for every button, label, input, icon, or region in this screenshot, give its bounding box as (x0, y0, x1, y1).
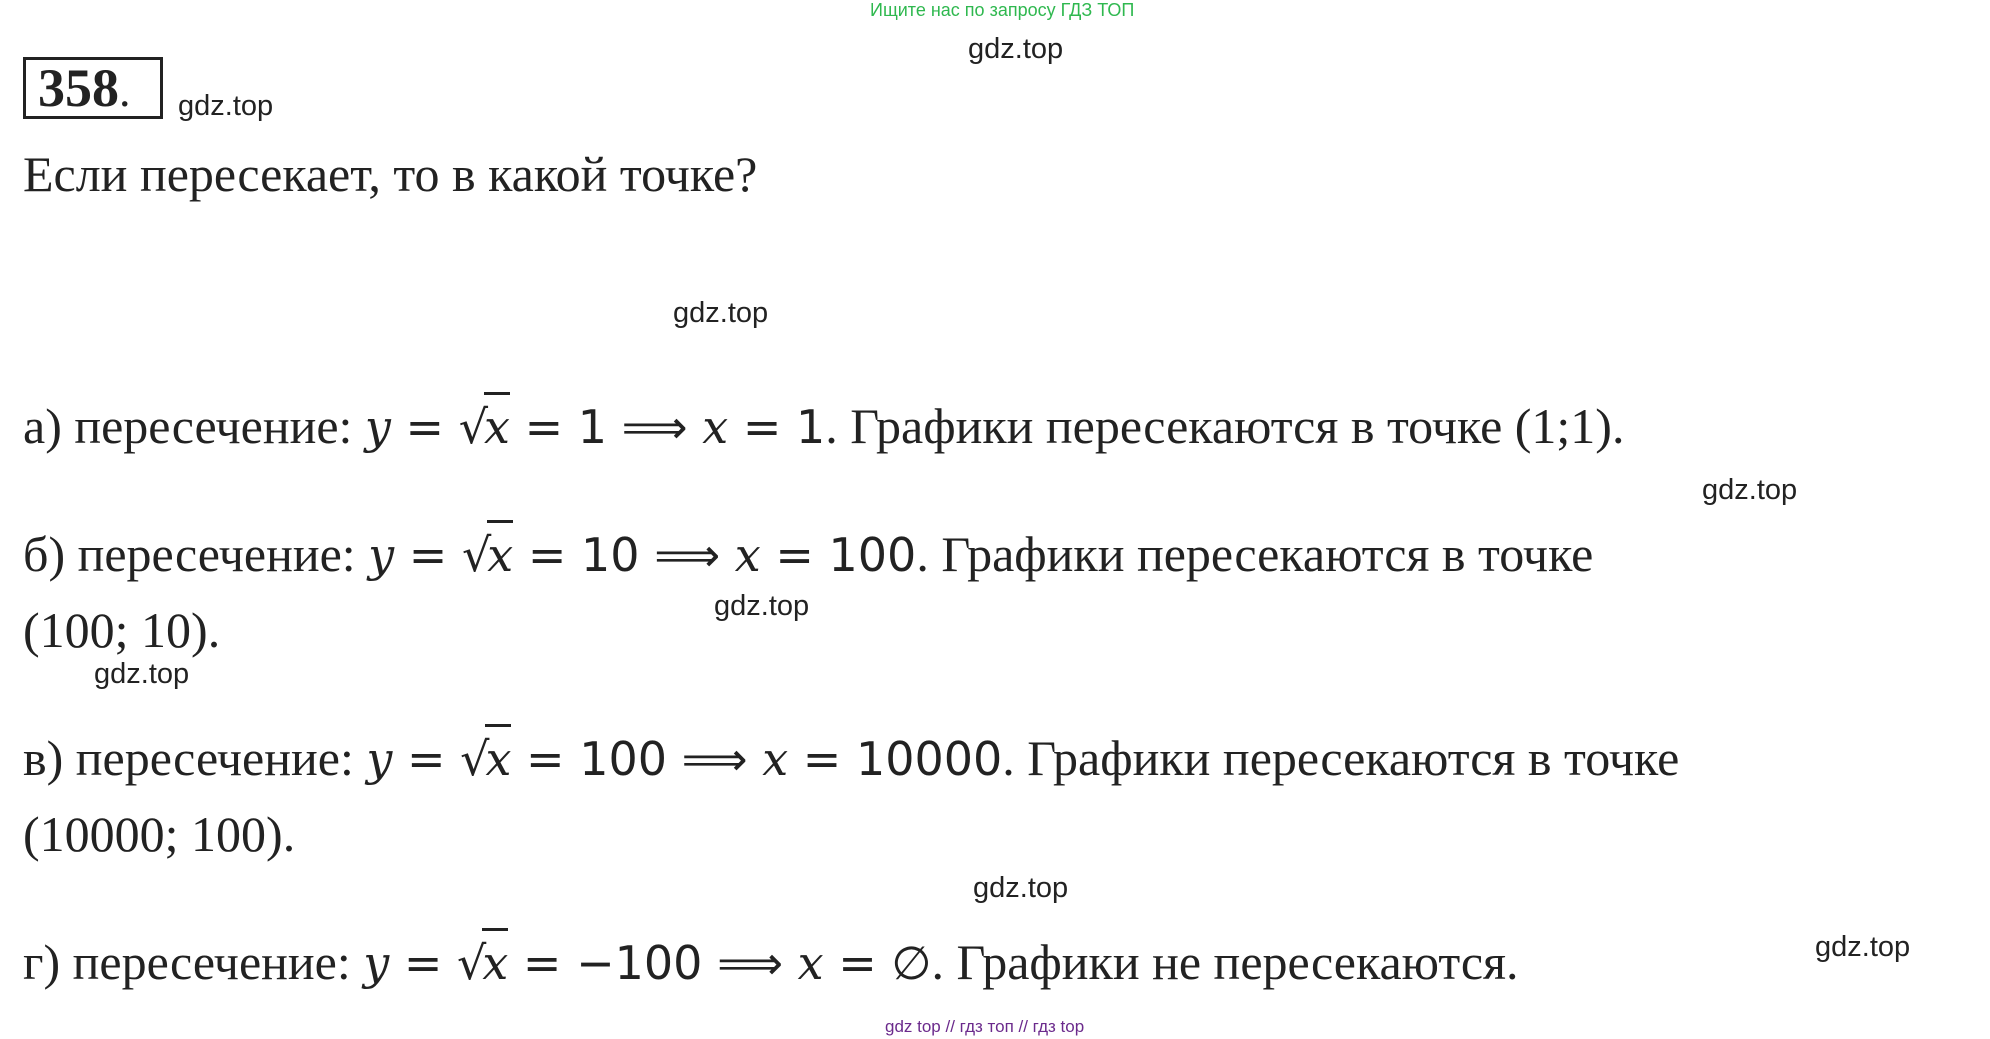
implies-arrow: ⟹ (654, 528, 735, 582)
watermark: gdz.top (714, 590, 810, 622)
sqrt-symbol: √x (462, 520, 513, 585)
watermark: gdz.top (1702, 474, 1798, 506)
sqrt-symbol: √x (457, 928, 508, 993)
item-prefix: г) пересечение: (23, 934, 364, 990)
solution-line-c-continued: (10000; 100). (23, 806, 296, 862)
implies-arrow: ⟹ (681, 732, 763, 786)
task-number-box (23, 57, 163, 119)
item-prefix: а) пересечение: (23, 398, 365, 454)
top-banner: Ищите нас по запросу ГДЗ ТОП (870, 0, 1135, 20)
task-number: 358 (38, 58, 119, 118)
implies-arrow: ⟹ (621, 400, 703, 454)
solution-line-c (23, 724, 1679, 789)
item-prefix: в) пересечение: (23, 730, 367, 786)
task-number-dot: . (119, 65, 131, 116)
implies-arrow: ⟹ (717, 936, 798, 990)
watermark: gdz.top (968, 33, 1064, 65)
solution-line-b-continued: (100; 10). (23, 602, 221, 658)
equation: y = √x = −100 ⟹ x = ∅ (363, 936, 931, 990)
watermark: gdz.top (973, 872, 1069, 904)
watermark: gdz.top (178, 90, 274, 122)
equation: y = √x = 100 ⟹ x = 10000 (366, 732, 1002, 786)
question-text: Если пересекает, то в какой точке? (23, 146, 758, 202)
item-conclusion: . Графики пересекаются в точке (916, 526, 1594, 582)
item-conclusion: . Графики пересекаются в точке (1002, 730, 1680, 786)
solution-line-a (23, 392, 1624, 457)
sqrt-symbol: √x (460, 724, 511, 789)
footer-links: gdz top // гдз топ // гдз top (885, 1017, 1085, 1036)
watermark: gdz.top (94, 658, 190, 690)
sqrt-symbol: √x (459, 392, 510, 457)
watermark: gdz.top (673, 297, 769, 329)
item-prefix: б) пересечение: (23, 526, 369, 582)
item-conclusion: . Графики пересекаются в точке (1;1). (825, 398, 1625, 454)
watermark: gdz.top (1815, 931, 1911, 963)
solution-line-b (23, 520, 1593, 585)
item-conclusion: . Графики не пересекаются. (931, 934, 1519, 990)
equation: y = √x = 1 ⟹ x = 1 (365, 400, 825, 454)
equation: y = √x = 10 ⟹ x = 100 (368, 528, 916, 582)
solution-line-d (23, 928, 1519, 993)
